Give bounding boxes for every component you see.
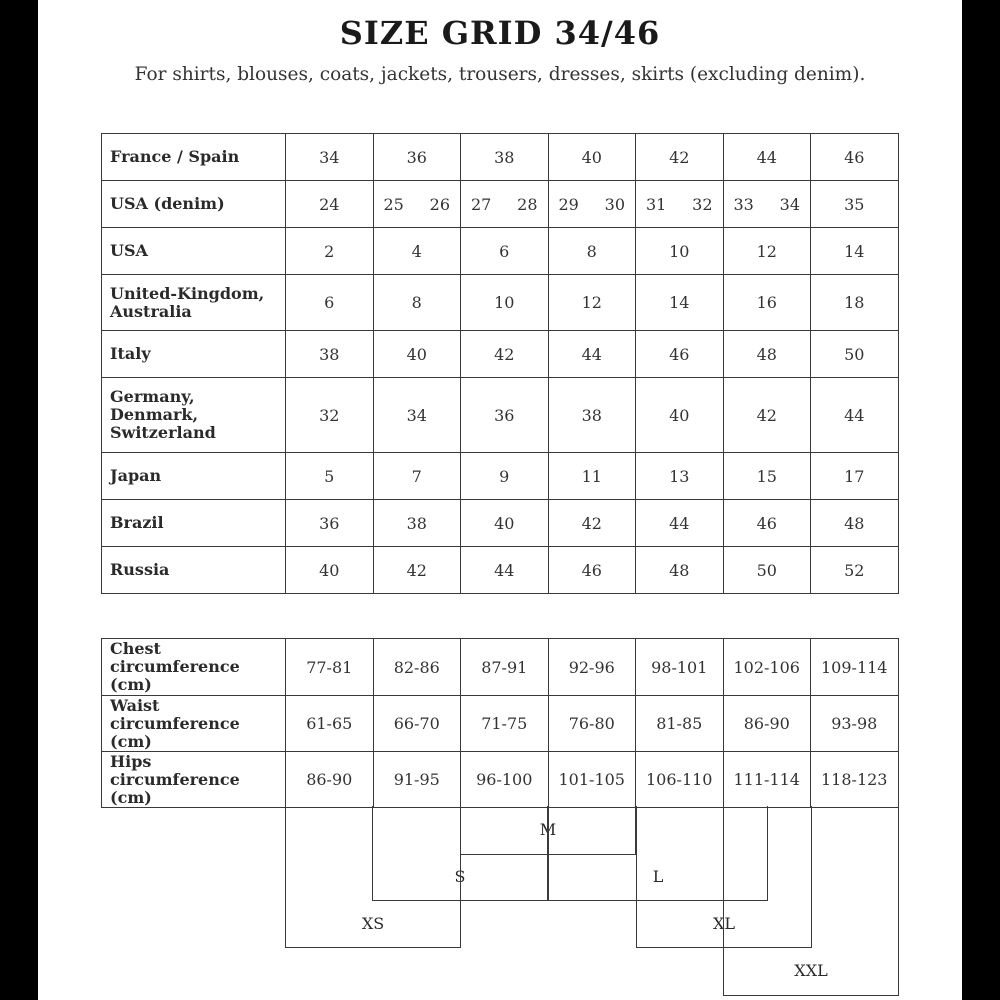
value-pair: [461, 195, 548, 214]
table-cell: 42: [461, 331, 549, 378]
size-label-xxl: XXL: [794, 961, 828, 980]
table-cell: 42: [373, 547, 461, 594]
table-cell: 86-90: [723, 696, 811, 752]
row-label: Chest circumference (cm): [102, 639, 286, 696]
table-cell: 96-100: [461, 752, 549, 808]
table-cell: 44: [811, 378, 899, 453]
table-cell: 36: [286, 500, 374, 547]
value-pair: [374, 195, 461, 214]
table-cell: 109-114: [811, 639, 899, 696]
table-cell: 10: [636, 228, 724, 275]
table-cell: 5: [286, 453, 374, 500]
pair-value: 29: [558, 194, 579, 214]
table-cell: 87-91: [461, 639, 549, 696]
pair-value: 27: [471, 194, 492, 214]
measurement-row: [102, 752, 899, 808]
table-cell: 38: [286, 331, 374, 378]
size-label-m: M: [539, 820, 557, 839]
table-cell: [723, 181, 811, 228]
table-cell: 38: [461, 134, 549, 181]
table-cell: 6: [286, 275, 374, 331]
table-cell: 91-95: [373, 752, 461, 808]
table-cell: 40: [373, 331, 461, 378]
table-cell: 61-65: [286, 696, 374, 752]
table-cell: 46: [723, 500, 811, 547]
table-cell: 15: [723, 453, 811, 500]
table-cell: [548, 181, 636, 228]
table-cell: 44: [548, 331, 636, 378]
table-cell: 14: [811, 228, 899, 275]
size-bracket-xs: [285, 806, 461, 948]
table-cell: 4: [373, 228, 461, 275]
table-cell: 44: [461, 547, 549, 594]
row-label: USA: [102, 228, 286, 275]
size-bracket-xxl: [723, 806, 899, 996]
conversion-row: [102, 453, 899, 500]
row-label: Italy: [102, 331, 286, 378]
value-pair: [724, 195, 811, 214]
table-cell: 98-101: [636, 639, 724, 696]
table-cell: 82-86: [373, 639, 461, 696]
table-cell: 52: [811, 547, 899, 594]
table-cell: [636, 181, 724, 228]
size-label-l: L: [652, 867, 664, 886]
pair-value: 34: [779, 194, 800, 214]
table-cell: 35: [811, 181, 899, 228]
table-cell: 36: [461, 378, 549, 453]
table-cell: 46: [636, 331, 724, 378]
conversion-row: [102, 378, 899, 453]
table-cell: 86-90: [286, 752, 374, 808]
table-cell: 8: [373, 275, 461, 331]
table-cell: 81-85: [636, 696, 724, 752]
table-cell: 9: [461, 453, 549, 500]
page-subtitle: For shirts, blouses, coats, jackets, trousers, dresses, skirts (excluding denim).: [134, 64, 866, 85]
table-cell: 118-123: [811, 752, 899, 808]
conversion-row: [102, 275, 899, 331]
row-label: United-Kingdom, Australia: [102, 275, 286, 331]
table-cell: 40: [461, 500, 549, 547]
table-cell: 106-110: [636, 752, 724, 808]
measurement-row: [102, 696, 899, 752]
table-cell: 93-98: [811, 696, 899, 752]
conversion-row: [102, 134, 899, 181]
table-cell: 11: [548, 453, 636, 500]
row-label: Hips circumference (cm): [102, 752, 286, 808]
table-cell: 7: [373, 453, 461, 500]
conversion-row: [102, 547, 899, 594]
pair-value: 32: [692, 194, 713, 214]
conversion-row: [102, 331, 899, 378]
measurement-row: [102, 639, 899, 696]
table-cell: 34: [286, 134, 374, 181]
table-cell: 71-75: [461, 696, 549, 752]
table-cell: 40: [548, 134, 636, 181]
size-label-xl: XL: [712, 914, 735, 933]
table-cell: 44: [636, 500, 724, 547]
table-cell: 17: [811, 453, 899, 500]
table-cell: 42: [723, 378, 811, 453]
pair-value: 33: [733, 194, 754, 214]
table-cell: 16: [723, 275, 811, 331]
table-cell: 102-106: [723, 639, 811, 696]
size-label-xs: XS: [361, 914, 385, 933]
table-cell: 24: [286, 181, 374, 228]
table-cell: 12: [548, 275, 636, 331]
table-cell: 12: [723, 228, 811, 275]
pair-value: 30: [604, 194, 625, 214]
table-cell: 46: [548, 547, 636, 594]
table-cell: 2: [286, 228, 374, 275]
value-pair: [549, 195, 636, 214]
table-cell: 48: [636, 547, 724, 594]
row-label: Brazil: [102, 500, 286, 547]
table-cell: 50: [811, 331, 899, 378]
table-cell: [373, 181, 461, 228]
table-cell: 92-96: [548, 639, 636, 696]
table-cell: [461, 181, 549, 228]
table-cell: 76-80: [548, 696, 636, 752]
table-cell: 44: [723, 134, 811, 181]
table-cell: 48: [723, 331, 811, 378]
table-cell: 111-114: [723, 752, 811, 808]
table-cell: 18: [811, 275, 899, 331]
row-label: France / Spain: [102, 134, 286, 181]
table-cell: 13: [636, 453, 724, 500]
measurements-table: [101, 638, 899, 808]
table-cell: 32: [286, 378, 374, 453]
table-cell: 10: [461, 275, 549, 331]
table-cell: 77-81: [286, 639, 374, 696]
value-pair: [636, 195, 723, 214]
table-cell: 34: [373, 378, 461, 453]
table-cell: 101-105: [548, 752, 636, 808]
table-cell: 46: [811, 134, 899, 181]
size-label-s: S: [454, 867, 466, 886]
pair-value: 28: [517, 194, 538, 214]
pair-value: 31: [646, 194, 667, 214]
table-cell: 38: [373, 500, 461, 547]
pair-value: 26: [429, 194, 450, 214]
table-cell: 36: [373, 134, 461, 181]
table-cell: 42: [548, 500, 636, 547]
table-cell: 38: [548, 378, 636, 453]
table-cell: 6: [461, 228, 549, 275]
row-label: Waist circumference (cm): [102, 696, 286, 752]
table-cell: 66-70: [373, 696, 461, 752]
table-cell: 50: [723, 547, 811, 594]
size-guide-page: [38, 0, 962, 1000]
page-title: SIZE GRID 34/46: [339, 14, 661, 52]
table-cell: 48: [811, 500, 899, 547]
conversion-row: [102, 228, 899, 275]
table-cell: 40: [286, 547, 374, 594]
conversion-row: [102, 500, 899, 547]
table-cell: 8: [548, 228, 636, 275]
row-label: Japan: [102, 453, 286, 500]
pair-value: 25: [383, 194, 404, 214]
row-label: USA (denim): [102, 181, 286, 228]
conversion-row: [102, 181, 899, 228]
table-cell: 40: [636, 378, 724, 453]
row-label: Russia: [102, 547, 286, 594]
row-label: Germany, Denmark, Switzerland: [102, 378, 286, 453]
size-conversion-table: [101, 133, 899, 594]
table-cell: 14: [636, 275, 724, 331]
table-cell: 42: [636, 134, 724, 181]
